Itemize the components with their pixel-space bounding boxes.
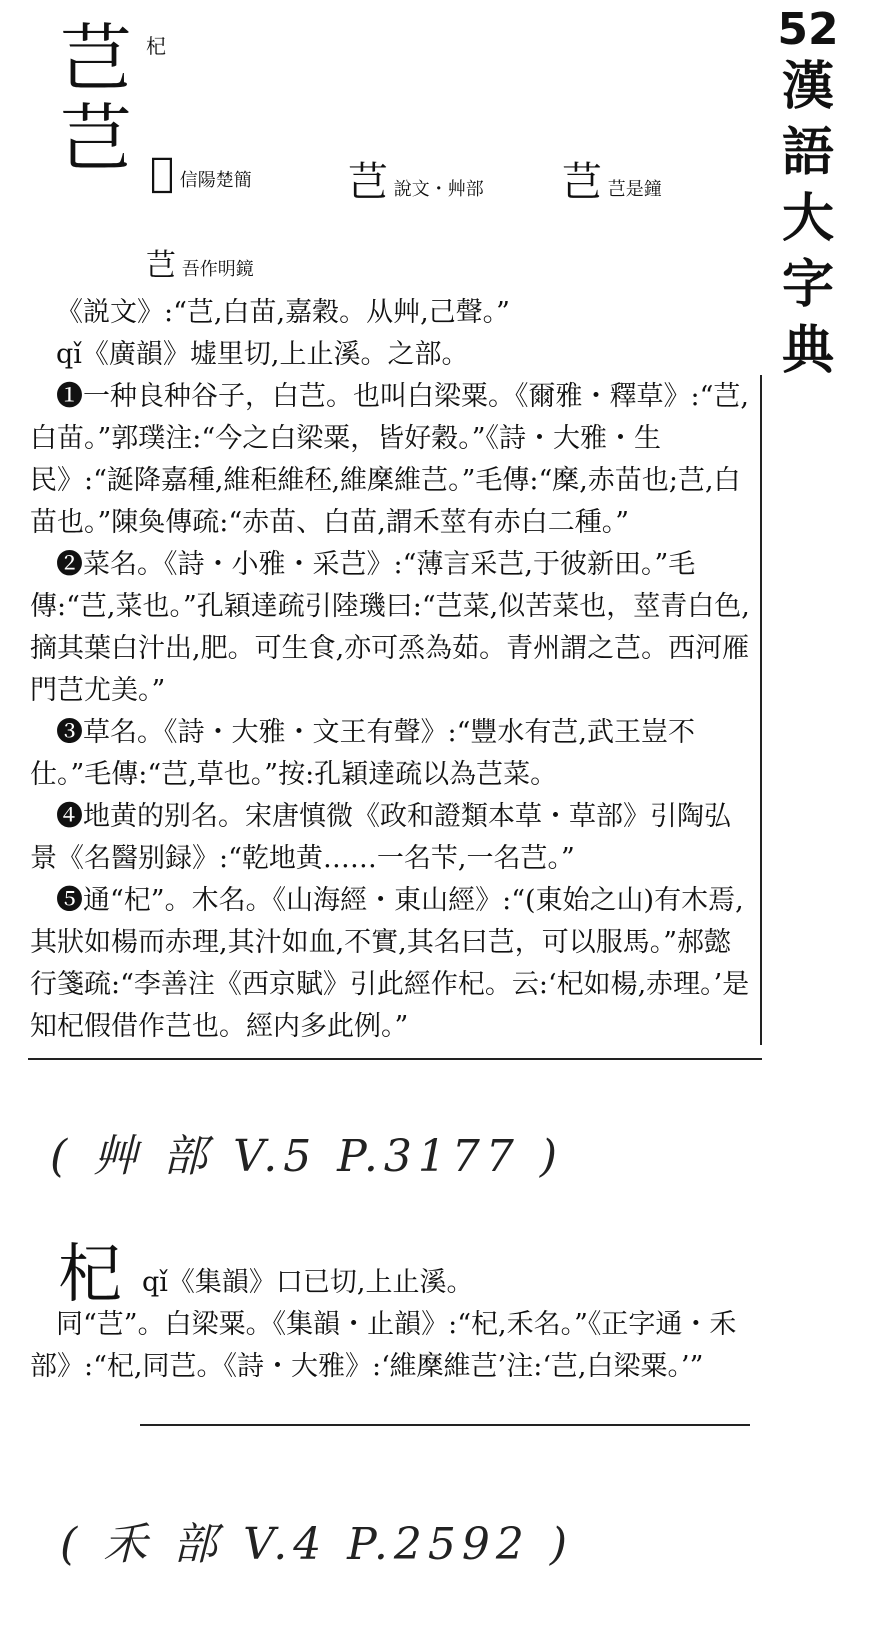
handwritten-reference-2: ( 禾 部 V.4 P.2592 ) [60,1519,573,1570]
sense-2: ❷菜名。《詩・小雅・采芑》:“薄言采芑,于彼新田。”毛傳:“芑,菜也。”孔穎達疏引陸璣曰:“芑菜,似苦菜也，莖青白色,摘其葉白汁出,肥。可生食,亦可烝為茹。青州謂之芑。西河雁門芑尤美。” [30,549,750,706]
variant-note: 杞 [146,34,166,58]
form-glyph: 芑 [562,159,602,205]
sense-3: ❸草名。《詩・大雅・文王有聲》:“豐水有芑,武王豈不仕。”毛傳:“芑,草也。”按:孔穎達疏以為芑菜。 [30,717,695,790]
entry2-definition: 同“芑”。白梁粟。《集韻・止韻》:“杞,禾名。”《正字通・禾部》:“杞,同芑。《詩・大雅》:‘維穈維芑’注:‘芑,白梁粟。’” [30,1309,737,1382]
form-label: 說文・艸部 [393,179,484,200]
headword-char: 芑 [60,16,133,100]
volume-title-char: 典 [781,320,834,381]
shuowen-quote: 《説文》:“芑,白苗,嘉穀。从艸,己聲。” [56,297,510,328]
form-label: 信陽楚簡 [179,170,252,191]
form-label: 吾作明鏡 [181,259,254,280]
volume-title-char: 漢 [781,56,834,117]
headword-char-second: 芑 [60,96,133,180]
sense-1: ❶一种良种谷子，白芑。也叫白梁粟。《爾雅・釋草》:“芑,白苗。”郭璞注:“今之白梁粟，皆好穀。”《詩・大雅・生民》:“誕降嘉種,維秬維秠,維穈維芑。”毛傳:“穈,赤苗也;芑,白苗也。”陳奐傳疏:“赤苗、白苗,謂禾莖有赤白二種。” [30,381,749,538]
entry2-pronunciation: qǐ《集韻》口已切,上止溪。 [142,1267,474,1298]
form-glyph: 芑 [348,159,388,205]
form-glyph: 𠦭 [150,150,175,196]
entry1-body [30,292,750,1048]
entry2-headword: 杞 [58,1238,122,1312]
ancient-form-2 [348,150,484,207]
pronunciation: qǐ《廣韻》墟里切,上止溪。之部。 [56,339,469,370]
volume-number: 52 [777,4,839,55]
ancient-form-4 [146,240,254,284]
sense-4: ❹地黄的别名。宋唐慎微《政和證類本草・草部》引陶弘景《名醫别録》:“乾地黄……一名芐,一名芑。” [30,801,731,874]
sense-5: ❺通“杞”。木名。《山海經・東山經》:“(東始之山)有木焉,其狀如楊而赤理,其汁如血,不實,其名曰芑，可以服馬。”郝懿行箋疏:“李善注《西京賦》引此經作杞。云:‘杞如楊,赤理。’是知杞假借作芑也。經内多此例。” [30,885,750,1042]
ancient-form-3 [562,150,662,207]
volume-title-char: 大 [781,188,834,249]
clip-edge-bottom [28,1058,762,1060]
volume-title-char: 字 [781,254,834,315]
clip-edge-bottom-2 [140,1424,750,1426]
volume-title-char: 語 [781,122,834,183]
form-glyph: 芑 [146,248,176,283]
handwritten-reference-1: ( 艸 部 V.5 P.3177 ) [50,1131,563,1182]
entry1-headword [60,18,132,178]
volume-title [768,6,848,384]
clip-edge-right [760,375,762,1045]
form-label: 芑是鐘 [607,179,662,200]
ancient-form-1 [150,150,252,196]
